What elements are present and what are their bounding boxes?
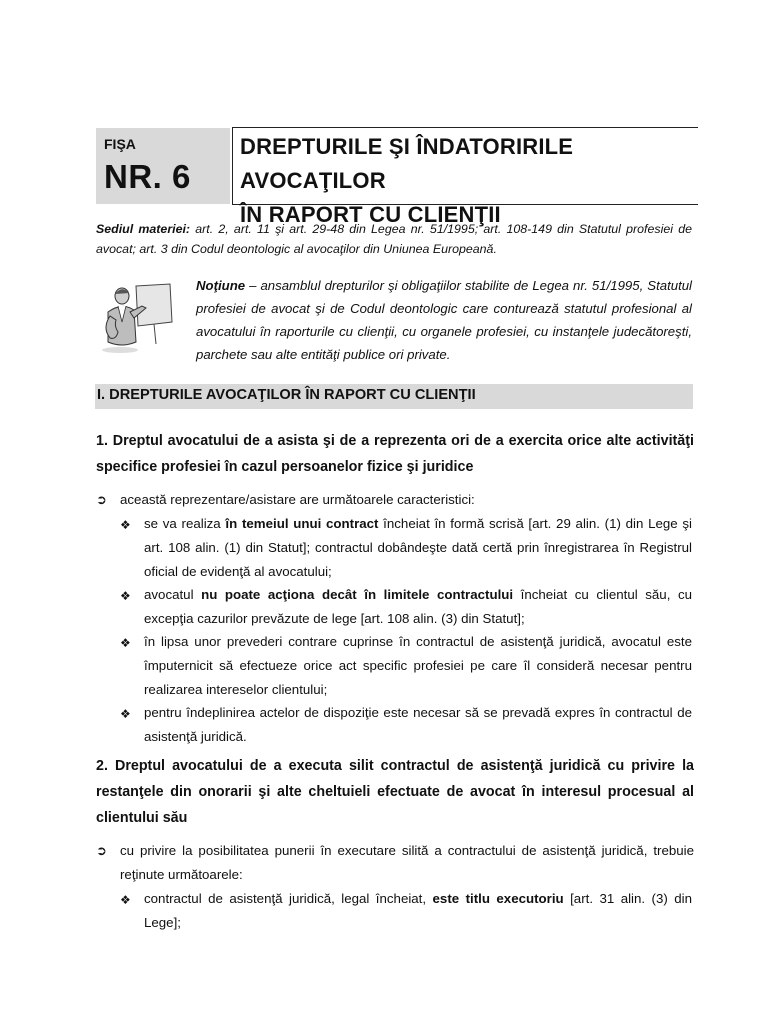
diamond-bullet-2 xyxy=(120,583,692,631)
fisa-number: NR. 6 xyxy=(104,158,191,195)
diamond-bullet-4 xyxy=(120,701,692,749)
diamond-bullet-icon: ❖ xyxy=(120,589,131,603)
notiune-text: – ansamblul drepturilor şi obligaţiilor stabilite de Legea nr. 51/1995, Statutul profesiei de avocat şi de Codul deontologic care conturează statutul profesional al avocatului în raporturile cu clienţii, cu organele profesiei, cu instanţele judecătoreşti, parchete sau alte entităţi publice ori private. xyxy=(196,278,692,362)
diamond-bullet-text: pentru îndeplinirea actelor de dispoziţie este necesar să se prevadă expres în contractul de asistenţă juridică. xyxy=(144,705,692,744)
subheading-1: 1. Dreptul avocatului de a asista şi de a reprezenta ori de a exercita orice alte activităţi specifice profesiei în cazul persoanelor fizice şi juridice xyxy=(96,433,694,475)
sub1-pre: se va realiza xyxy=(144,516,226,531)
sub5-pre: contractul de asistenţă juridică, legal încheiat, xyxy=(144,891,433,906)
arrow-bullet-icon: ➲ xyxy=(96,492,107,507)
diamond-bullet-5 xyxy=(120,887,692,935)
arrow-bullet-icon: ➲ xyxy=(96,843,107,858)
sub1-post: încheiat în formă scrisă [art. 29 alin. (1) din Lege şi art. 108 alin. (1) din Statut]; contractul dobândeşte dată certă prin înregistrarea în Registrul oficial de evidenţă al avocatului; xyxy=(144,516,692,579)
arrow-bullet-text: cu privire la posibilitatea punerii în executare silită a contractului de asistenţă juridică, trebuie reţinute următoarele: xyxy=(120,843,694,882)
sediul-materiei xyxy=(96,219,692,259)
arrow-bullet-1 xyxy=(96,488,694,512)
section-heading-bar xyxy=(95,384,693,409)
diamond-bullet-icon: ❖ xyxy=(120,636,131,650)
diamond-bullet-text xyxy=(144,512,692,584)
fisa-label: FIŞA xyxy=(104,136,136,152)
diamond-bullet-text xyxy=(144,887,692,935)
diamond-bullet-1 xyxy=(120,512,692,584)
diamond-bullet-icon: ❖ xyxy=(120,518,131,532)
sub2-bold: nu poate acţiona decât în limitele contractului xyxy=(201,587,514,602)
sub1-bold: în temeiul unui contract xyxy=(225,516,379,531)
sub5-bold: este titlu executoriu xyxy=(432,891,564,906)
sub2-pre: avocatul xyxy=(144,587,202,602)
sub5-post: [art. 31 alin. (3) din Lege]; xyxy=(144,891,692,930)
arrow-bullet-text: această reprezentare/asistare are următoarele caracteristici: xyxy=(120,492,475,507)
subheading-2: 2. Dreptul avocatului de a executa silit contractul de asistenţă juridică cu privire la restanţele din onorarii şi alte cheltuieli efectuate de avocat în interesul procesual al clientului său xyxy=(96,758,694,826)
notiune-lead: Noţiune xyxy=(196,278,246,293)
title-border-left xyxy=(232,127,233,205)
notiune-paragraph xyxy=(196,274,692,366)
title-line-2: ÎN RAPORT CU CLIENŢII xyxy=(240,202,501,227)
sediul-lead: Sediul materiei: xyxy=(96,222,191,236)
section-heading: I. DREPTURILE AVOCAŢILOR ÎN RAPORT CU CLIENŢII xyxy=(97,387,476,403)
diamond-bullet-icon: ❖ xyxy=(120,893,131,907)
title-line-1: DREPTURILE ŞI ÎNDATORIRILE AVOCAŢILOR xyxy=(240,134,574,193)
arrow-bullet-2 xyxy=(96,839,694,887)
page-title xyxy=(240,130,696,232)
fisa-box xyxy=(96,128,230,204)
sub2-post: încheiat cu clientul său, cu excepţia cazurilor prevăzute de lege [art. 108 alin. (3) din Statut]; xyxy=(144,587,692,626)
sediul-text: art. 2, art. 11 şi art. 29-48 din Legea nr. 51/1995; art. 108-149 din Statutul profesiei de avocat; art. 3 din Codul deontologic al avocaţilor din Uniunea Europeană. xyxy=(96,222,692,256)
diamond-bullet-3 xyxy=(120,630,692,702)
title-border-top xyxy=(232,127,698,128)
diamond-bullet-text: în lipsa unor prevederi contrare cuprinse în contractul de asistenţă juridică, avocatul este împuternicit să efectueze orice act specific profesiei pe care îl consideră necesar pentru realizarea intereselor clientului; xyxy=(144,634,692,697)
diamond-bullet-icon: ❖ xyxy=(120,707,131,721)
presenter-illustration xyxy=(96,282,174,354)
diamond-bullet-text xyxy=(144,583,692,631)
